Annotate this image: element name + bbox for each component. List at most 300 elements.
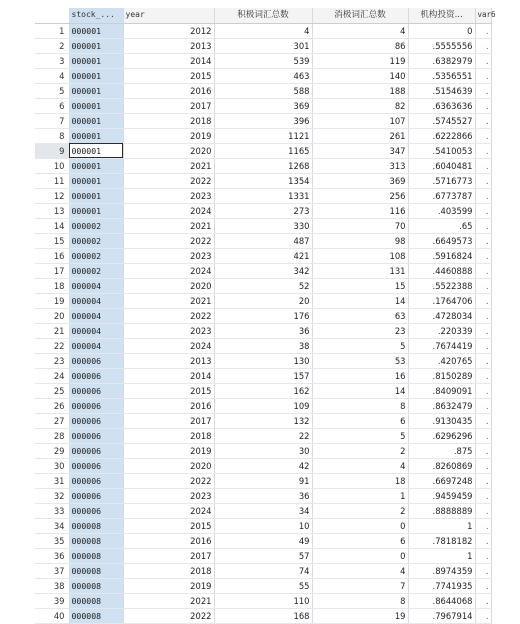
- row-number[interactable]: 34: [35, 518, 69, 533]
- cell-positive-words[interactable]: 49: [214, 533, 312, 548]
- column-header-negative-words[interactable]: 消极词汇总数: [312, 8, 408, 23]
- cell-year[interactable]: 2018: [123, 563, 214, 578]
- cell-stock[interactable]: 000008: [69, 563, 123, 578]
- cell-negative-words[interactable]: 4: [312, 23, 408, 38]
- cell-year[interactable]: 2013: [123, 38, 214, 53]
- cell-stock[interactable]: 000001: [69, 98, 123, 113]
- cell-var6[interactable]: .: [475, 398, 491, 413]
- cell-year[interactable]: 2022: [123, 233, 214, 248]
- cell-negative-words[interactable]: 5: [312, 428, 408, 443]
- row-number[interactable]: 36: [35, 548, 69, 563]
- row-number[interactable]: 20: [35, 308, 69, 323]
- cell-stock[interactable]: 000001: [69, 83, 123, 98]
- cell-var6[interactable]: .: [475, 278, 491, 293]
- cell-institutional[interactable]: .5555556: [408, 38, 475, 53]
- table-row[interactable]: [35, 218, 491, 233]
- cell-var6[interactable]: .: [475, 428, 491, 443]
- cell-negative-words[interactable]: 0: [312, 548, 408, 563]
- cell-year[interactable]: 2023: [123, 323, 214, 338]
- cell-var6[interactable]: .: [475, 548, 491, 563]
- cell-year[interactable]: 2015: [123, 518, 214, 533]
- table-row[interactable]: [35, 368, 491, 383]
- cell-var6[interactable]: .: [475, 173, 491, 188]
- table-row[interactable]: [35, 473, 491, 488]
- cell-institutional[interactable]: .1764706: [408, 293, 475, 308]
- cell-var6[interactable]: .: [475, 98, 491, 113]
- cell-negative-words[interactable]: 107: [312, 113, 408, 128]
- row-number[interactable]: 2: [35, 38, 69, 53]
- cell-stock[interactable]: 000006: [69, 488, 123, 503]
- cell-positive-words[interactable]: 22: [214, 428, 312, 443]
- table-row[interactable]: [35, 83, 491, 98]
- cell-positive-words[interactable]: 57: [214, 548, 312, 563]
- cell-year[interactable]: 2016: [123, 398, 214, 413]
- cell-positive-words[interactable]: 10: [214, 518, 312, 533]
- table-row[interactable]: [35, 353, 491, 368]
- cell-var6[interactable]: .: [475, 323, 491, 338]
- row-number[interactable]: 5: [35, 83, 69, 98]
- cell-negative-words[interactable]: 14: [312, 293, 408, 308]
- table-row[interactable]: [35, 593, 491, 608]
- cell-negative-words[interactable]: 256: [312, 188, 408, 203]
- table-row[interactable]: [35, 458, 491, 473]
- cell-stock[interactable]: 000004: [69, 293, 123, 308]
- row-number[interactable]: 8: [35, 128, 69, 143]
- cell-negative-words[interactable]: 1: [312, 488, 408, 503]
- cell-positive-words[interactable]: 36: [214, 488, 312, 503]
- cell-negative-words[interactable]: 7: [312, 578, 408, 593]
- cell-var6[interactable]: .: [475, 338, 491, 353]
- cell-stock[interactable]: 000008: [69, 548, 123, 563]
- cell-positive-words[interactable]: 168: [214, 608, 312, 623]
- cell-positive-words[interactable]: 342: [214, 263, 312, 278]
- cell-positive-words[interactable]: 487: [214, 233, 312, 248]
- cell-stock[interactable]: 000004: [69, 278, 123, 293]
- cell-year[interactable]: 2018: [123, 113, 214, 128]
- row-number[interactable]: 11: [35, 173, 69, 188]
- cell-var6[interactable]: .: [475, 218, 491, 233]
- cell-stock[interactable]: 000006: [69, 413, 123, 428]
- cell-year[interactable]: 2022: [123, 173, 214, 188]
- cell-stock[interactable]: 000002: [69, 263, 123, 278]
- cell-negative-words[interactable]: 70: [312, 218, 408, 233]
- cell-year[interactable]: 2022: [123, 608, 214, 623]
- cell-negative-words[interactable]: 261: [312, 128, 408, 143]
- cell-year[interactable]: 2024: [123, 338, 214, 353]
- cell-institutional[interactable]: .5356551: [408, 68, 475, 83]
- row-number[interactable]: 12: [35, 188, 69, 203]
- cell-year[interactable]: 2019: [123, 578, 214, 593]
- table-row[interactable]: [35, 38, 491, 53]
- column-header-institutional[interactable]: 机构投资...: [408, 8, 475, 23]
- cell-positive-words[interactable]: 463: [214, 68, 312, 83]
- cell-institutional[interactable]: .4728034: [408, 308, 475, 323]
- cell-institutional[interactable]: .65: [408, 218, 475, 233]
- cell-stock[interactable]: 000001: [69, 113, 123, 128]
- cell-stock[interactable]: 000001: [69, 158, 123, 173]
- cell-var6[interactable]: .: [475, 128, 491, 143]
- cell-var6[interactable]: .: [475, 473, 491, 488]
- row-number[interactable]: 24: [35, 368, 69, 383]
- cell-negative-words[interactable]: 369: [312, 173, 408, 188]
- cell-year[interactable]: 2020: [123, 143, 214, 158]
- cell-institutional[interactable]: .8974359: [408, 563, 475, 578]
- row-number[interactable]: 17: [35, 263, 69, 278]
- cell-institutional[interactable]: .420765: [408, 353, 475, 368]
- cell-year[interactable]: 2017: [123, 413, 214, 428]
- cell-stock[interactable]: 000004: [69, 338, 123, 353]
- cell-year[interactable]: 2016: [123, 533, 214, 548]
- cell-institutional[interactable]: .7818182: [408, 533, 475, 548]
- row-number[interactable]: 35: [35, 533, 69, 548]
- cell-positive-words[interactable]: 369: [214, 98, 312, 113]
- table-row[interactable]: [35, 158, 491, 173]
- cell-positive-words[interactable]: 4: [214, 23, 312, 38]
- table-row[interactable]: [35, 398, 491, 413]
- cell-stock[interactable]: 000001: [69, 53, 123, 68]
- cell-positive-words[interactable]: 36: [214, 323, 312, 338]
- cell-institutional[interactable]: .6697248: [408, 473, 475, 488]
- cell-institutional[interactable]: .6773787: [408, 188, 475, 203]
- row-number[interactable]: 21: [35, 323, 69, 338]
- cell-negative-words[interactable]: 5: [312, 338, 408, 353]
- cell-negative-words[interactable]: 347: [312, 143, 408, 158]
- cell-year[interactable]: 2012: [123, 23, 214, 38]
- cell-institutional[interactable]: .8644068: [408, 593, 475, 608]
- cell-institutional[interactable]: .6040481: [408, 158, 475, 173]
- row-number[interactable]: 28: [35, 428, 69, 443]
- table-row[interactable]: [35, 413, 491, 428]
- cell-institutional[interactable]: .7674419: [408, 338, 475, 353]
- cell-positive-words[interactable]: 30: [214, 443, 312, 458]
- cell-var6[interactable]: .: [475, 593, 491, 608]
- cell-year[interactable]: 2024: [123, 503, 214, 518]
- cell-institutional[interactable]: .8632479: [408, 398, 475, 413]
- cell-stock[interactable]: 000004: [69, 308, 123, 323]
- cell-institutional[interactable]: .4460888: [408, 263, 475, 278]
- cell-var6[interactable]: .: [475, 488, 491, 503]
- table-row[interactable]: [35, 143, 491, 158]
- table-row[interactable]: [35, 188, 491, 203]
- cell-positive-words[interactable]: 539: [214, 53, 312, 68]
- cell-negative-words[interactable]: 14: [312, 383, 408, 398]
- table-row[interactable]: [35, 308, 491, 323]
- cell-stock[interactable]: 000001: [69, 128, 123, 143]
- table-row[interactable]: [35, 548, 491, 563]
- cell-positive-words[interactable]: 132: [214, 413, 312, 428]
- cell-negative-words[interactable]: 16: [312, 368, 408, 383]
- column-header-var6[interactable]: var6: [475, 8, 491, 23]
- table-row[interactable]: [35, 488, 491, 503]
- cell-var6[interactable]: .: [475, 383, 491, 398]
- cell-institutional[interactable]: 1: [408, 518, 475, 533]
- cell-year[interactable]: 2021: [123, 293, 214, 308]
- cell-stock[interactable]: 000006: [69, 383, 123, 398]
- row-number[interactable]: 31: [35, 473, 69, 488]
- row-number[interactable]: 39: [35, 593, 69, 608]
- row-number[interactable]: 33: [35, 503, 69, 518]
- table-row[interactable]: [35, 113, 491, 128]
- cell-institutional[interactable]: .6222866: [408, 128, 475, 143]
- cell-var6[interactable]: .: [475, 458, 491, 473]
- cell-institutional[interactable]: .8888889: [408, 503, 475, 518]
- cell-institutional[interactable]: .5522388: [408, 278, 475, 293]
- table-row[interactable]: [35, 173, 491, 188]
- cell-positive-words[interactable]: 38: [214, 338, 312, 353]
- cell-institutional[interactable]: 0: [408, 23, 475, 38]
- column-header-positive-words[interactable]: 积极词汇总数: [214, 8, 312, 23]
- cell-year[interactable]: 2017: [123, 548, 214, 563]
- cell-year[interactable]: 2016: [123, 83, 214, 98]
- cell-var6[interactable]: .: [475, 38, 491, 53]
- cell-institutional[interactable]: .7741935: [408, 578, 475, 593]
- table-row[interactable]: [35, 608, 491, 623]
- row-number[interactable]: 32: [35, 488, 69, 503]
- cell-stock[interactable]: 000001: [69, 203, 123, 218]
- cell-year[interactable]: 2014: [123, 368, 214, 383]
- cell-negative-words[interactable]: 86: [312, 38, 408, 53]
- cell-year[interactable]: 2022: [123, 308, 214, 323]
- cell-stock[interactable]: 000006: [69, 368, 123, 383]
- cell-year[interactable]: 2017: [123, 98, 214, 113]
- cell-institutional[interactable]: .5154639: [408, 83, 475, 98]
- cell-negative-words[interactable]: 23: [312, 323, 408, 338]
- cell-var6[interactable]: .: [475, 533, 491, 548]
- cell-var6[interactable]: .: [475, 443, 491, 458]
- cell-var6[interactable]: .: [475, 248, 491, 263]
- row-number[interactable]: 27: [35, 413, 69, 428]
- cell-positive-words[interactable]: 1268: [214, 158, 312, 173]
- cell-var6[interactable]: .: [475, 23, 491, 38]
- cell-institutional[interactable]: .403599: [408, 203, 475, 218]
- cell-negative-words[interactable]: 131: [312, 263, 408, 278]
- row-number[interactable]: 23: [35, 353, 69, 368]
- cell-var6[interactable]: .: [475, 578, 491, 593]
- cell-var6[interactable]: .: [475, 53, 491, 68]
- row-number[interactable]: 1: [35, 23, 69, 38]
- cell-positive-words[interactable]: 1331: [214, 188, 312, 203]
- column-header-year[interactable]: year: [123, 8, 214, 23]
- column-header-stock[interactable]: stock_...: [69, 8, 123, 23]
- cell-var6[interactable]: .: [475, 113, 491, 128]
- cell-stock[interactable]: 000008: [69, 578, 123, 593]
- cell-stock[interactable]: 000008: [69, 533, 123, 548]
- row-number[interactable]: 19: [35, 293, 69, 308]
- cell-institutional[interactable]: .5916824: [408, 248, 475, 263]
- table-row[interactable]: [35, 563, 491, 578]
- cell-positive-words[interactable]: 1165: [214, 143, 312, 158]
- table-row[interactable]: [35, 578, 491, 593]
- cell-positive-words[interactable]: 396: [214, 113, 312, 128]
- cell-var6[interactable]: .: [475, 203, 491, 218]
- table-row[interactable]: [35, 503, 491, 518]
- cell-stock[interactable]: 000004: [69, 323, 123, 338]
- row-number[interactable]: 40: [35, 608, 69, 623]
- cell-positive-words[interactable]: 74: [214, 563, 312, 578]
- cell-year[interactable]: 2018: [123, 428, 214, 443]
- table-row[interactable]: [35, 53, 491, 68]
- cell-stock[interactable]: 000001: [69, 23, 123, 38]
- cell-year[interactable]: 2019: [123, 443, 214, 458]
- cell-negative-words[interactable]: 108: [312, 248, 408, 263]
- cell-var6[interactable]: .: [475, 143, 491, 158]
- cell-institutional[interactable]: .6382979: [408, 53, 475, 68]
- table-row[interactable]: [35, 68, 491, 83]
- cell-stock[interactable]: 000006: [69, 458, 123, 473]
- cell-year[interactable]: 2019: [123, 128, 214, 143]
- table-row[interactable]: [35, 203, 491, 218]
- cell-institutional[interactable]: 1: [408, 548, 475, 563]
- cell-positive-words[interactable]: 55: [214, 578, 312, 593]
- row-number[interactable]: 13: [35, 203, 69, 218]
- cell-positive-words[interactable]: 273: [214, 203, 312, 218]
- row-number[interactable]: 9: [35, 143, 69, 158]
- table-row[interactable]: [35, 128, 491, 143]
- row-number[interactable]: 30: [35, 458, 69, 473]
- cell-var6[interactable]: .: [475, 413, 491, 428]
- cell-year[interactable]: 2013: [123, 353, 214, 368]
- cell-stock[interactable]: 000006: [69, 398, 123, 413]
- cell-stock[interactable]: 000008: [69, 593, 123, 608]
- cell-var6[interactable]: .: [475, 368, 491, 383]
- cell-positive-words[interactable]: 20: [214, 293, 312, 308]
- cell-positive-words[interactable]: 110: [214, 593, 312, 608]
- cell-positive-words[interactable]: 421: [214, 248, 312, 263]
- table-row[interactable]: [35, 443, 491, 458]
- cell-negative-words[interactable]: 82: [312, 98, 408, 113]
- cell-stock[interactable]: 000001: [69, 68, 123, 83]
- cell-negative-words[interactable]: 4: [312, 563, 408, 578]
- cell-stock[interactable]: 000006: [69, 503, 123, 518]
- table-row[interactable]: [35, 263, 491, 278]
- cell-negative-words[interactable]: 98: [312, 233, 408, 248]
- cell-year[interactable]: 2015: [123, 68, 214, 83]
- table-row[interactable]: [35, 233, 491, 248]
- cell-negative-words[interactable]: 4: [312, 458, 408, 473]
- cell-negative-words[interactable]: 8: [312, 398, 408, 413]
- row-number[interactable]: 22: [35, 338, 69, 353]
- cell-var6[interactable]: .: [475, 293, 491, 308]
- cell-var6[interactable]: .: [475, 503, 491, 518]
- table-row[interactable]: [35, 383, 491, 398]
- table-row[interactable]: [35, 518, 491, 533]
- cell-var6[interactable]: .: [475, 68, 491, 83]
- cell-institutional[interactable]: .6649573: [408, 233, 475, 248]
- cell-institutional[interactable]: .9130435: [408, 413, 475, 428]
- row-number[interactable]: 29: [35, 443, 69, 458]
- cell-institutional[interactable]: .5745527: [408, 113, 475, 128]
- row-number[interactable]: 18: [35, 278, 69, 293]
- cell-negative-words[interactable]: 6: [312, 413, 408, 428]
- cell-var6[interactable]: .: [475, 608, 491, 623]
- cell-institutional[interactable]: .5410053: [408, 143, 475, 158]
- cell-var6[interactable]: .: [475, 233, 491, 248]
- cell-year[interactable]: 2023: [123, 248, 214, 263]
- row-number[interactable]: 25: [35, 383, 69, 398]
- cell-var6[interactable]: .: [475, 518, 491, 533]
- cell-institutional[interactable]: .8260869: [408, 458, 475, 473]
- cell-year[interactable]: 2021: [123, 158, 214, 173]
- cell-negative-words[interactable]: 2: [312, 503, 408, 518]
- cell-negative-words[interactable]: 140: [312, 68, 408, 83]
- table-row[interactable]: [35, 98, 491, 113]
- cell-negative-words[interactable]: 313: [312, 158, 408, 173]
- cell-stock[interactable]: 000006: [69, 443, 123, 458]
- cell-positive-words[interactable]: 301: [214, 38, 312, 53]
- cell-year[interactable]: 2023: [123, 488, 214, 503]
- cell-positive-words[interactable]: 1121: [214, 128, 312, 143]
- row-number[interactable]: 3: [35, 53, 69, 68]
- cell-positive-words[interactable]: 588: [214, 83, 312, 98]
- cell-stock[interactable]: 000001: [69, 143, 123, 158]
- cell-var6[interactable]: .: [475, 563, 491, 578]
- cell-institutional[interactable]: .875: [408, 443, 475, 458]
- cell-var6[interactable]: .: [475, 83, 491, 98]
- table-row[interactable]: [35, 278, 491, 293]
- cell-year[interactable]: 2022: [123, 473, 214, 488]
- cell-negative-words[interactable]: 188: [312, 83, 408, 98]
- cell-positive-words[interactable]: 176: [214, 308, 312, 323]
- cell-negative-words[interactable]: 63: [312, 308, 408, 323]
- cell-stock[interactable]: 000002: [69, 248, 123, 263]
- cell-negative-words[interactable]: 116: [312, 203, 408, 218]
- cell-institutional[interactable]: .220339: [408, 323, 475, 338]
- cell-stock[interactable]: 000001: [69, 188, 123, 203]
- cell-year[interactable]: 2023: [123, 188, 214, 203]
- row-number[interactable]: 6: [35, 98, 69, 113]
- table-row[interactable]: [35, 23, 491, 38]
- table-row[interactable]: [35, 248, 491, 263]
- cell-year[interactable]: 2020: [123, 458, 214, 473]
- cell-negative-words[interactable]: 2: [312, 443, 408, 458]
- cell-var6[interactable]: .: [475, 263, 491, 278]
- cell-var6[interactable]: .: [475, 188, 491, 203]
- cell-negative-words[interactable]: 18: [312, 473, 408, 488]
- row-number[interactable]: 4: [35, 68, 69, 83]
- cell-institutional[interactable]: .7967914: [408, 608, 475, 623]
- cell-year[interactable]: 2021: [123, 593, 214, 608]
- cell-negative-words[interactable]: 6: [312, 533, 408, 548]
- cell-positive-words[interactable]: 130: [214, 353, 312, 368]
- cell-positive-words[interactable]: 42: [214, 458, 312, 473]
- cell-institutional[interactable]: .8150289: [408, 368, 475, 383]
- cell-positive-words[interactable]: 91: [214, 473, 312, 488]
- table-row[interactable]: [35, 293, 491, 308]
- cell-negative-words[interactable]: 19: [312, 608, 408, 623]
- cell-stock[interactable]: 000008: [69, 518, 123, 533]
- row-number[interactable]: 10: [35, 158, 69, 173]
- row-number[interactable]: 38: [35, 578, 69, 593]
- cell-year[interactable]: 2021: [123, 218, 214, 233]
- cell-negative-words[interactable]: 15: [312, 278, 408, 293]
- row-number[interactable]: 14: [35, 218, 69, 233]
- cell-positive-words[interactable]: 1354: [214, 173, 312, 188]
- cell-year[interactable]: 2024: [123, 263, 214, 278]
- cell-stock[interactable]: 000002: [69, 233, 123, 248]
- cell-stock[interactable]: 000008: [69, 608, 123, 623]
- cell-stock[interactable]: 000001: [69, 38, 123, 53]
- row-number[interactable]: 7: [35, 113, 69, 128]
- cell-institutional[interactable]: .6296296: [408, 428, 475, 443]
- row-number[interactable]: 16: [35, 248, 69, 263]
- table-row[interactable]: [35, 428, 491, 443]
- cell-positive-words[interactable]: 34: [214, 503, 312, 518]
- cell-stock[interactable]: 000006: [69, 473, 123, 488]
- cell-institutional[interactable]: .8409091: [408, 383, 475, 398]
- cell-positive-words[interactable]: 330: [214, 218, 312, 233]
- cell-var6[interactable]: .: [475, 158, 491, 173]
- cell-negative-words[interactable]: 53: [312, 353, 408, 368]
